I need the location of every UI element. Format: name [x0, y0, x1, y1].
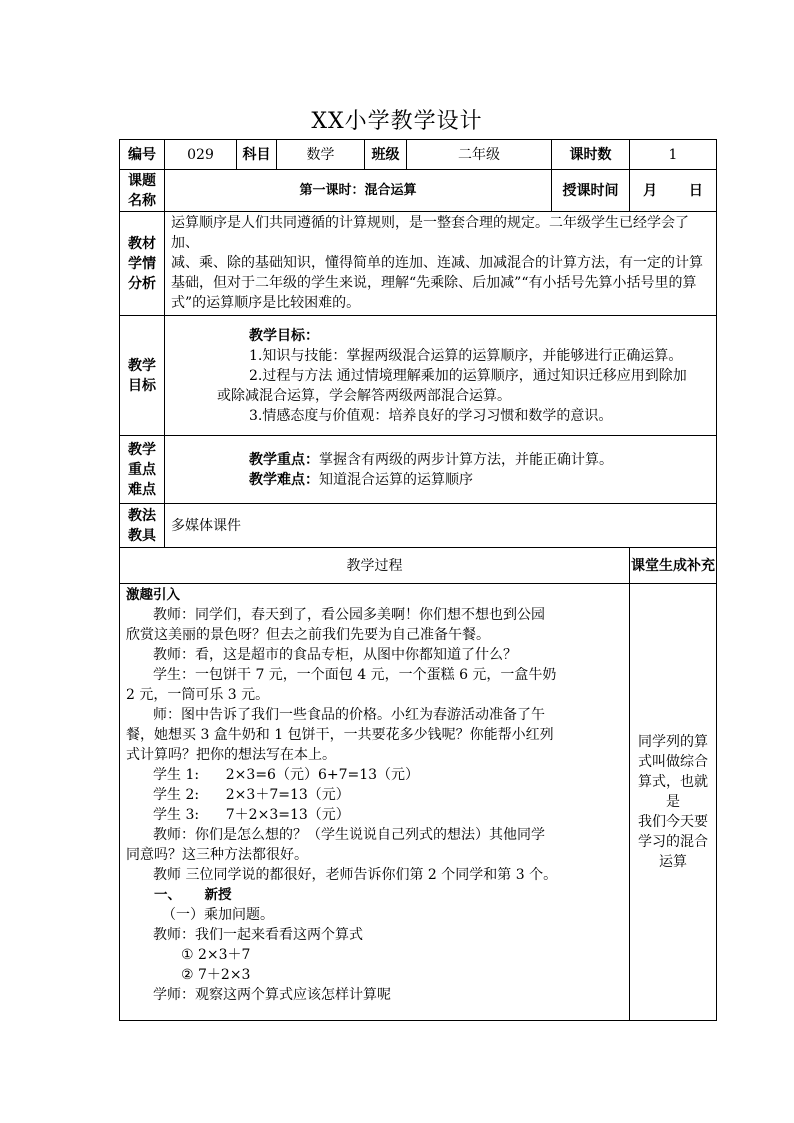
subject-value: 数学	[277, 140, 365, 170]
student-answer: 学生 1: 2×3=6（元）6+7=13（元）	[153, 767, 420, 783]
keypoints-label	[120, 436, 165, 504]
process-header: 教学过程	[120, 548, 630, 584]
date-label: 授课时间	[552, 170, 630, 212]
analysis-line: 基础，但对于二年级的学生来说，理解“先乘除、后加减”“有小括号先算小括号里的算	[171, 275, 697, 291]
process-header-row	[120, 548, 717, 584]
formula: ① 2×3＋7	[181, 947, 251, 963]
class-value: 二年级	[407, 140, 552, 170]
process-content	[120, 584, 630, 1021]
formula: ② 7＋2×3	[181, 967, 251, 983]
keypoints-row	[120, 436, 717, 504]
no-value: 029	[165, 140, 237, 170]
goal-line: 2.过程与方法 通过情境理解乘加的运算顺序，通过知识迁移应用到除加	[249, 367, 687, 384]
goals-label-line: 教学	[128, 357, 156, 374]
subject-label: 科目	[237, 140, 277, 170]
keypoints-label-line: 重点	[128, 461, 156, 478]
class-label: 班级	[365, 140, 407, 170]
keypoints-label-line: 难点	[128, 481, 156, 498]
hours-label: 课时数	[552, 140, 630, 170]
focus-text: 掌握含有两级的两步计算方法，并能正确计算。	[319, 451, 613, 468]
supplement-line: 运算	[659, 854, 687, 870]
goals-label-line: 目标	[128, 377, 156, 394]
topic-label-line: 课题	[128, 172, 156, 189]
lesson-plan-table	[119, 139, 717, 1021]
tools-row	[120, 504, 717, 548]
process-line: 教师：我们一起来看看这两个算式	[153, 927, 363, 943]
analysis-label-line: 教材	[128, 235, 156, 252]
process-line: 学生：一包饼干 7 元，一个面包 4 元，一个蛋糕 6 元，一盒牛奶	[153, 667, 557, 683]
analysis-line: 减、乘、除的基础知识，懂得简单的连加、连减、加减混合的计算方法，有一定的计算	[171, 255, 703, 271]
supplement-note	[630, 584, 717, 1021]
subsection-title: （一）乘加问题。	[162, 907, 274, 923]
goals-text	[165, 316, 717, 436]
goals-heading: 教学目标：	[249, 327, 319, 344]
process-row	[120, 584, 717, 1021]
goal-line: 或除减混合运算，学会解答两级两部混合运算。	[217, 387, 511, 404]
process-line: 餐，她想买 3 盒牛奶和 1 包饼干，一共要花多少钱呢？你能帮小红列	[126, 727, 554, 743]
topic-label-line: 名称	[128, 192, 156, 209]
analysis-line: 式”的运算顺序是比较困难的。	[171, 295, 361, 311]
tools-value: 多媒体课件	[165, 504, 717, 548]
process-line: 教师：同学们，春天到了，看公园多美啊！你们想不想也到公园	[153, 607, 545, 623]
tools-label-line: 教法	[128, 507, 156, 524]
analysis-label-line: 分析	[128, 275, 156, 292]
section-title: 激趣引入	[126, 587, 180, 603]
process-line: 同意吗？这三种方法都很好。	[126, 847, 308, 863]
goal-line: 3.情感态度与价值观：培养良好的学习习惯和数学的意识。	[249, 407, 613, 424]
goals-row	[120, 316, 717, 436]
supplement-line: 式叫做综合	[638, 754, 708, 770]
difficulty-line	[217, 470, 710, 490]
goal-line: 1.知识与技能：掌握两级混合运算的运算顺序，并能够进行正确运算。	[249, 347, 683, 364]
goals-label	[120, 316, 165, 436]
topic-value: 第一课时：混合运算	[165, 170, 552, 212]
keypoints-label-line: 教学	[128, 441, 156, 458]
supplement-line: 学习的混合	[638, 834, 708, 850]
tools-label	[120, 504, 165, 548]
analysis-label-line: 学情	[128, 255, 156, 272]
student-answer: 学生 2: 2×3＋7=13（元）	[153, 787, 350, 803]
analysis-row	[120, 212, 717, 316]
process-line: 欣赏这美丽的景色呀？但去之前我们先要为自己准备午餐。	[126, 627, 490, 643]
analysis-label	[120, 212, 165, 316]
day-label: 日	[688, 182, 703, 199]
keypoints-text	[165, 436, 717, 504]
date-value	[630, 170, 717, 212]
analysis-text	[165, 212, 717, 316]
page-title: XX小学教学设计	[311, 109, 483, 134]
difficulty-label: 教学难点：	[249, 471, 319, 488]
focus-label: 教学重点：	[249, 451, 319, 468]
supplement-line: 我们今天要	[638, 814, 708, 830]
supplement-header: 课堂生成补充	[630, 548, 717, 584]
difficulty-text: 知道混合运算的运算顺序	[319, 471, 473, 488]
section-title: 一、 新授	[154, 887, 232, 903]
supplement-line: 算式，也就是	[638, 774, 708, 810]
supplement-line: 同学列的算	[638, 734, 708, 750]
analysis-line: 运算顺序是人们共同遵循的计算规则，是一整套合理的规定。二年级学生已经学会了加、	[171, 215, 689, 251]
process-line: 教师 三位同学说的都很好，老师告诉你们第 2 个同学和第 3 个。	[153, 867, 558, 883]
tools-label-line: 教具	[128, 527, 156, 544]
topic-row	[120, 170, 717, 212]
hours-value: 1	[630, 140, 717, 170]
process-line: 师：图中告诉了我们一些食品的价格。小红为春游活动准备了午	[153, 707, 545, 723]
process-line: 教师：看，这是超市的食品专柜，从图中你都知道了什么？	[153, 647, 517, 663]
focus-line	[217, 450, 710, 470]
process-line: 教师：你们是怎么想的？（学生说说自己列式的想法）其他同学	[153, 827, 545, 843]
no-label: 编号	[120, 140, 165, 170]
month-label: 月	[643, 182, 658, 199]
process-line: 2 元，一筒可乐 3 元。	[126, 687, 270, 703]
process-line: 学师：观察这两个算式应该怎样计算呢	[153, 987, 391, 1003]
student-answer: 学生 3: 7＋2×3=13（元）	[153, 807, 350, 823]
header-row	[120, 140, 717, 170]
topic-label	[120, 170, 165, 212]
process-line: 式计算吗？把你的想法写在本上。	[126, 747, 336, 763]
